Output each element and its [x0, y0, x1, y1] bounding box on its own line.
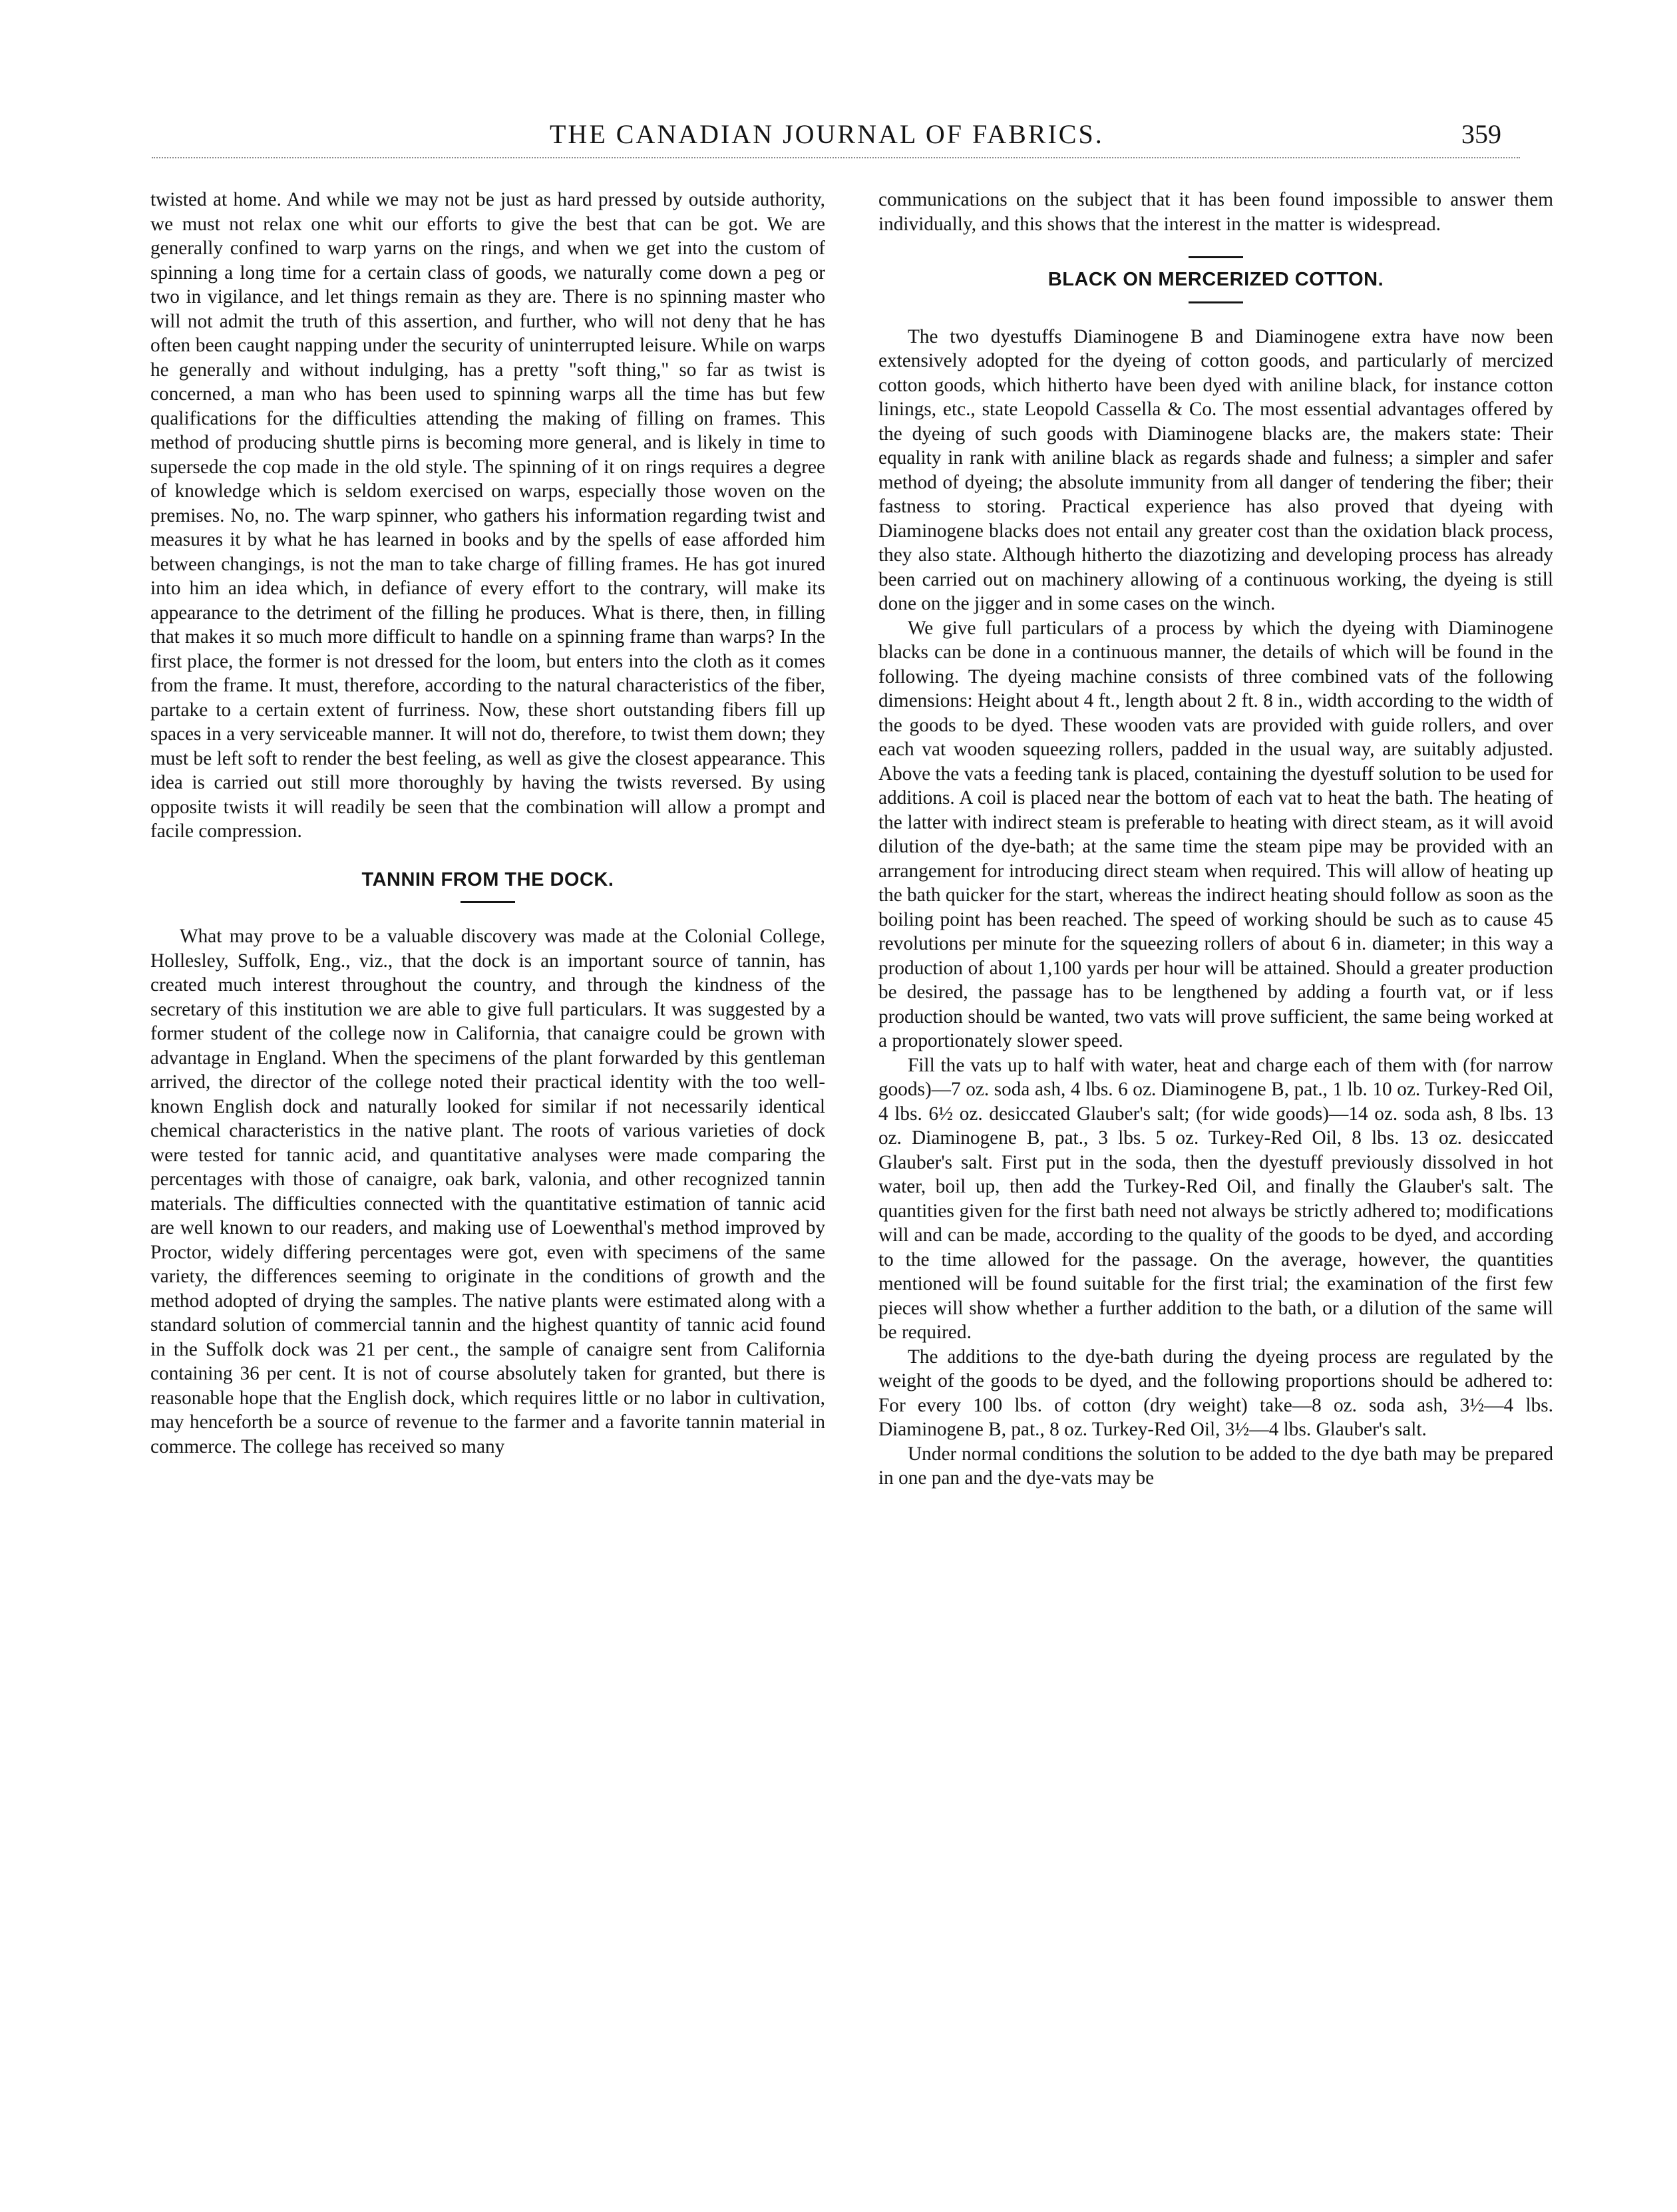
left-column	[150, 188, 825, 1459]
article-paragraph: communications on the subject that it has been found impossible to answer them individually, and this shows that the interest in the matter is widespread.	[878, 189, 1553, 235]
article-paragraph: What may prove to be a valuable discovery was made at the Colonial College, Hollesley, Suffolk, Eng., viz., that the dock is an important source of tannin, has created much interest throughout the country, and through the kindness of the secretary of this institution we are able to give full particulars. It was suggested by a former student of the college now in California, that canaigre could be grown with advantage in England. When the specimens of the plant forwarded by this gentleman arrived, the director of the college noted their practical identity with the too well-known English dock and naturally looked for similar if not necessarily identical chemical characteristics in the native plant. The roots of various varieties of dock were tested for tannic acid, and quantitative analyses were made comparing the percentages with those of canaigre, oak bark, valonia, and other recognized tannin materials. The difficulties connected with the quantitative estimation of tannic acid are well known to our readers, and making use of Loewenthal's method improved by Proctor, widely differing percentages were got, even with specimens of the same variety, the differences seeming to originate in the conditions of growth and the method adopted of drying the samples. The native plants were estimated along with a standard solution of commercial tannin and the highest quantity of tannic acid found in the Suffolk dock was 21 per cent., the sample of canaigre sent from California containing 36 per cent. It is not of course absolutely taken for granted, but there is reasonable hope that the English dock, which requires little or no labor in cultivation, may henceforth be a source of revenue to the farmer and a favorite tannin material in commerce. The college has received so many	[150, 926, 825, 1457]
section-heading	[878, 256, 1553, 303]
article-paragraph: The additions to the dye-bath during the dyeing process are regulated by the weight of the goods to be dyed, and the following proportions should be adhered to: For every 100 lbs. of cotton (dry weight) take—8 oz. soda ash, 3½—4 lbs. Diaminogene B, pat., 8 oz. Turkey-Red Oil, 3½—4 lbs. Glauber's salt.	[878, 1346, 1553, 1440]
article-paragraph: Fill the vats up to half with water, heat and charge each of them with (for narrow goods)—7 oz. soda ash, 4 lbs. 6 oz. Diaminogene B, pat., 1 lb. 10 oz. Turkey-Red Oil, 4 lbs. 6½ oz. desiccated Glauber's salt; (for wide goods)—14 oz. soda ash, 8 lbs. 13 oz. Diaminogene B, pat., 3 lbs. 5 oz. Turkey-Red Oil, 8 lbs. 13 oz. desiccated Glauber's salt. First put in the soda, then the dyestuff previously dissolved in hot water, boil up, then add the Turkey-Red Oil, and finally the Glauber's salt. The quantities given for the first bath need not always be strictly adhered to; modifications will and can be made, according to the quality of the goods to be dyed, and according to the time allowed for the passage. On the average, however, the quantities mentioned will be found suitable for the first trial; the examination of the first few pieces will show whether a further addition to the bath, or a dilution of the same will be required.	[878, 1054, 1553, 1343]
article-paragraph: twisted at home. And while we may not be just as hard pressed by outside authority, we must not relax one whit our efforts to give the best that can be got. We are generally confined to warp yarns on the rings, and when we get into the custom of spinning a long time for a certain class of goods, we naturally come down a peg or two in vigilance, and let things remain as they are. There is no spinning master who will not admit the truth of this assertion, and further, who will not deny that he has often been caught napping under the security of uninterrupted leisure. While on warps he generally and without indulging, has a pretty "soft thing," so far as twist is concerned, a man who has been used to spinning warps all the time has but few qualifications for the difficulties attending the making of filling on frames. This method of producing shuttle pirns is becoming more general, and is likely in time to supersede the cop made in the old style. The spinning of it on rings requires a degree of knowledge which is seldom exercised on warps, especially those woven on the premises. No, no. The warp spinner, who gathers his information regarding twist and measures it by what he has learned in books and by the spells of ease afforded him between changings, is not the man to take charge of filling frames. He has got inured into him an idea which, in defiance of every effort to the contrary, will make its appearance to the detriment of the filling he produces. What is there, then, in filling that makes it so much more difficult to handle on a spinning frame than warps? In the first place, the former is not dressed for the loom, but enters into the cloth as it comes from the frame. It must, therefore, according to the natural characteristics of the fiber, partake to a certain extent of furriness. Now, these short outstanding fibers fill up spaces in a very serviceable manner. It will not do, therefore, to twist them down; they must be left soft to render the best feeling, as well as give the closest appearance. This idea is carried out still more thoroughly by having the twists reversed. By using opposite twists it will readily be seen that the combination will allow a prompt and facile compression.	[150, 189, 825, 842]
section-title-black-cotton: BLACK ON MERCERIZED COTTON.	[1047, 269, 1384, 290]
article-paragraph: Under normal conditions the solution to be added to the dye bath may be prepared in one pan and the dye-vats may be	[878, 1443, 1553, 1489]
page-header	[146, 117, 1531, 164]
article-paragraph: The two dyestuffs Diaminogene B and Diaminogene extra have now been extensively adopted for the dyeing of cotton goods, and particularly of mercized cotton goods, which hitherto have been dyed with aniline black, for instance cotton linings, etc., state Leopold Cassella & Co. The most essential advantages offered by the dyeing of such goods with Diaminogene blacks are, the makers state: Their equality in rank with aniline black as regards shade and fulness; a simpler and safer method of dyeing; the absolute immunity from all danger of tendering the fiber; their fastness to storing. Practical experience has also proved that dyeing with Diaminogene blacks does not entail any greater cost than the oxidation black process, they also state. Although hitherto the diazotizing and developing process has already been carried out on machinery allowing of a continuous working, the dyeing is still done on the jigger and in some cases on the winch.	[878, 325, 1553, 614]
article-paragraph: We give full particulars of a process by which the dyeing with Diaminogene blacks can be done in a continuous manner, the details of which will be found in the following. The dyeing machine consists of three combined vats of the following dimensions: Height about 4 ft., length about 2 ft. 8 in., width according to the width of the goods to be dyed. These wooden vats are provided with guide rollers, and over each vat wooden squeezing rollers, padded in the usual way, are suitably adjusted. Above the vats a feeding tank is placed, containing the dyestuff solution to be used for additions. A coil is placed near the bottom of each vat to heat the bath. The heating of the latter with indirect steam is preferable to heating with direct steam, as it will avoid dilution of the dye-bath; at the same time the steam pipe may be provided with an arrangement for introducing direct steam when required. This will allow of heating up the bath quicker for the start, whereas the indirect heating should follow as soon as the boiling point has been reached. The speed of working should be such as to cause 45 revolutions per minute for the squeezing rollers of about 6 in. diameter; in this way a production of about 1,100 yards per hour will be attained. Should a greater production be desired, the passage has to be lengthened by adding a fourth vat, or if less production should be wanted, two vats will prove sufficient, the same being worked at a proportionately slower speed.	[878, 617, 1553, 1051]
section-heading	[150, 868, 825, 904]
journal-title: THE CANADIAN JOURNAL OF FABRICS.	[550, 119, 1104, 149]
right-column	[878, 188, 1553, 1491]
title-rule	[1189, 301, 1243, 303]
section-title-tannin: TANNIN FROM THE DOCK.	[361, 868, 614, 890]
title-rule	[461, 901, 515, 903]
header-rule	[152, 157, 1520, 158]
page-number: 359	[1461, 119, 1501, 149]
title-rule	[1189, 256, 1243, 258]
